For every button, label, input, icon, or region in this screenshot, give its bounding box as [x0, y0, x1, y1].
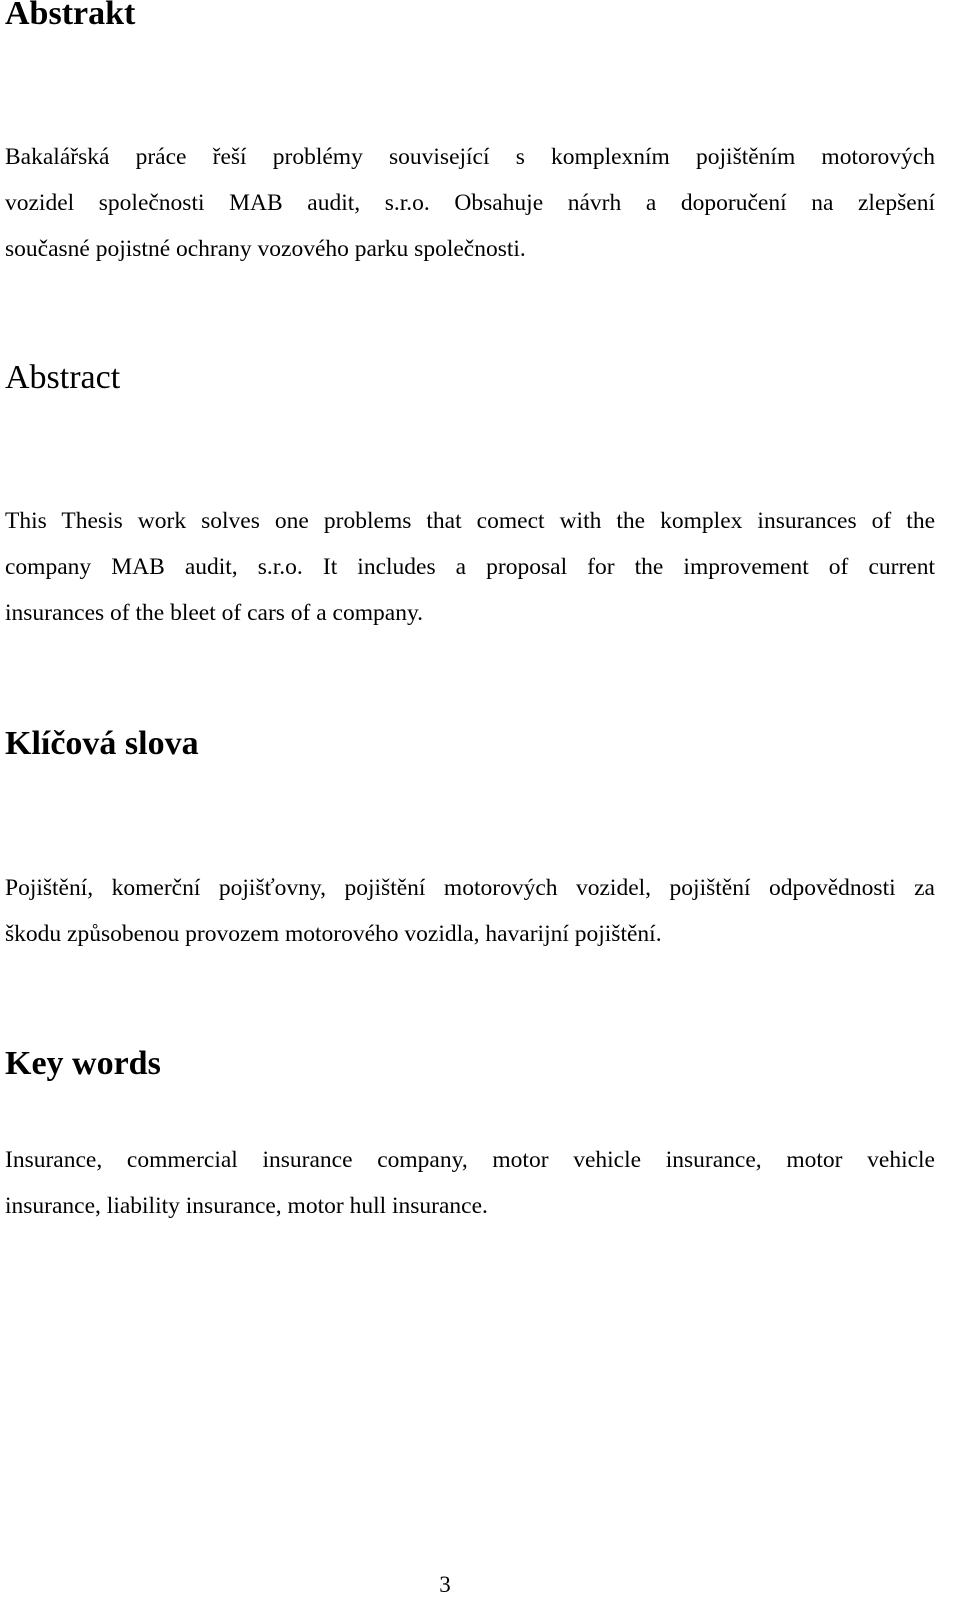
- abstrakt-paragraph: [5, 134, 935, 272]
- key-words-paragraph: [5, 1137, 935, 1229]
- heading-abstrakt: Abstrakt: [5, 0, 136, 32]
- abstrakt-line-2: vozidel společnosti MAB audit, s.r.o. Obsahuje návrh a doporučení na zlepšení: [5, 190, 935, 216]
- klicova-slova-paragraph: [5, 865, 935, 957]
- heading-key-words: Key words: [5, 1045, 161, 1082]
- page-number: 3: [439, 1572, 451, 1597]
- abstract-line-2: company MAB audit, s.r.o. It includes a proposal for the improvement of current: [5, 554, 935, 580]
- klicova-slova-line-2: škodu způsobenou provozem motorového vozidla, havarijní pojištění.: [5, 921, 662, 947]
- abstrakt-line-1: Bakalářská práce řeší problémy související s komplexním pojištěním motorových: [5, 144, 935, 170]
- heading-abstract: Abstract: [5, 359, 121, 396]
- abstrakt-line-3: současné pojistné ochrany vozového parku společnosti.: [5, 236, 526, 262]
- klicova-slova-line-1: Pojištění, komerční pojišťovny, pojištění motorových vozidel, pojištění odpovědnosti za: [5, 875, 935, 901]
- heading-klicova-slova: Klíčová slova: [5, 725, 199, 762]
- key-words-line-1: Insurance, commercial insurance company, motor vehicle insurance, motor vehicle: [5, 1147, 935, 1173]
- abstract-line-1: This Thesis work solves one problems that comect with the komplex insurances of the: [5, 508, 935, 534]
- abstract-line-3: insurances of the bleet of cars of a company.: [5, 600, 424, 626]
- abstract-paragraph: [5, 498, 935, 636]
- key-words-line-2: insurance, liability insurance, motor hull insurance.: [5, 1193, 488, 1219]
